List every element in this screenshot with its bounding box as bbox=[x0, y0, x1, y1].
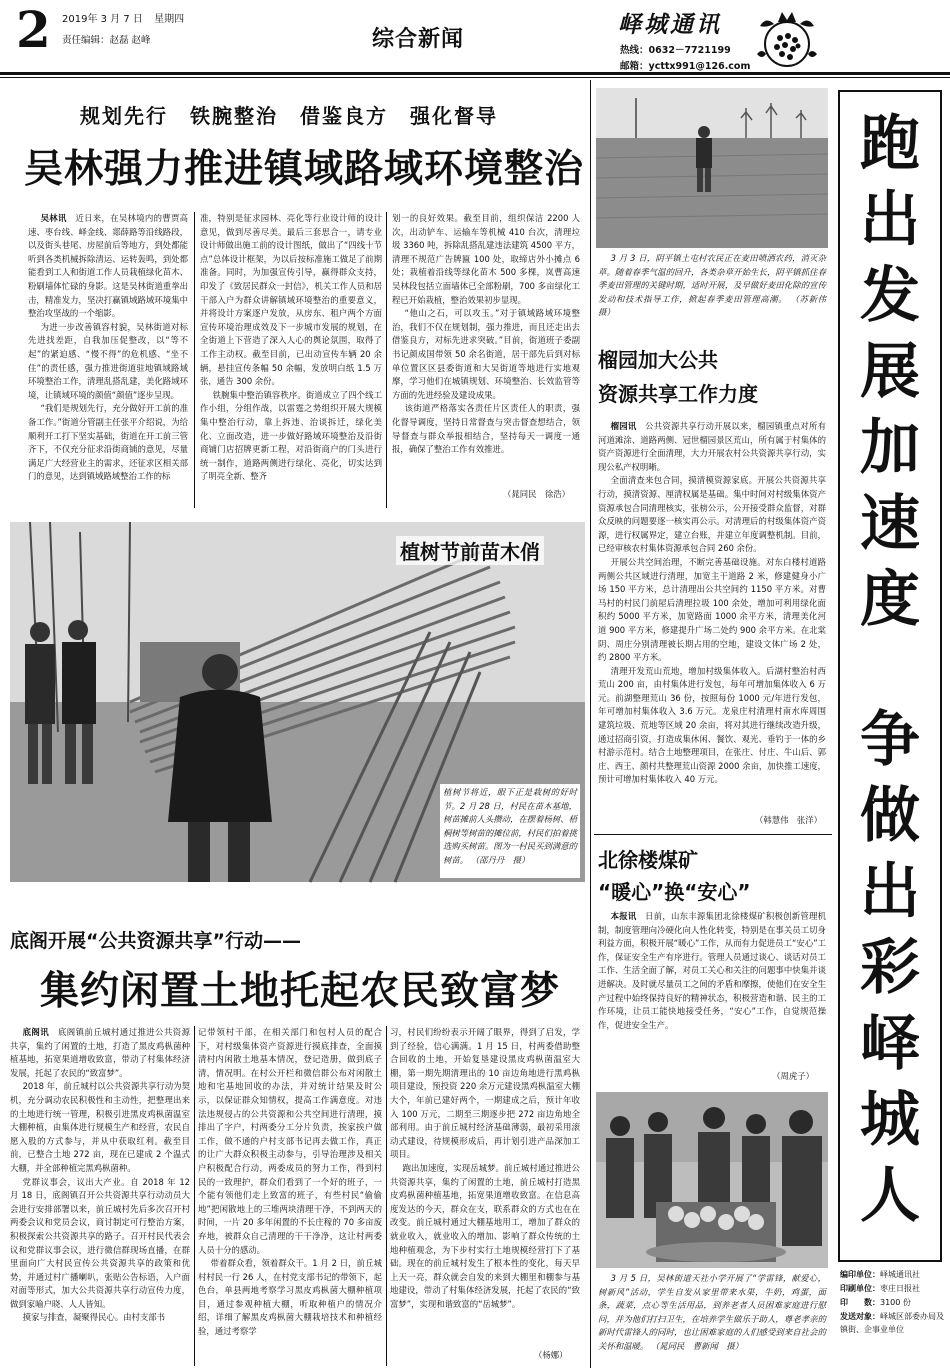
slogan-top: 跑出发展加速度 bbox=[860, 109, 920, 635]
photo-caption-kids bbox=[598, 1272, 826, 1366]
paper-name: 峄城通讯 bbox=[618, 11, 722, 38]
article-credit: （晁同民 徐浩） bbox=[497, 488, 570, 500]
slogan-banner bbox=[838, 90, 942, 1262]
photo-tree-seedlings bbox=[10, 522, 585, 882]
field-photo-drawing bbox=[596, 88, 828, 248]
issue-date bbox=[62, 10, 184, 25]
section-rule bbox=[594, 834, 832, 835]
byline: 榴园讯 bbox=[610, 421, 637, 431]
column-divider bbox=[194, 212, 195, 508]
photo-caption: 植树节将近，眼下正是栽树的好时节。2 月 28 日，村民在苗木基地，树苗摊前人头攒动，在摆着杨树、梧桐树等树苗的摊位前，村民们拍着挑选购买树苗。图为一村民买到满意的树苗。 bbox=[443, 787, 577, 865]
section-title: 综合新闻 bbox=[371, 27, 464, 52]
article-headline-line2: “暖心”换“安心” bbox=[598, 880, 751, 904]
info-row: 印刷单位：枣庄日报社 bbox=[840, 1284, 920, 1293]
info-row: 编印单位：峄城通讯社 bbox=[840, 1270, 920, 1279]
byline: 本报讯 bbox=[610, 911, 637, 921]
pomegranate-logo-icon bbox=[752, 4, 822, 76]
info-row: 印 数：3100 份 bbox=[840, 1298, 911, 1307]
article-liuyuan bbox=[596, 340, 828, 830]
article-headline-line1: 榴园加大公共 bbox=[598, 348, 718, 372]
article-body: 榴园讯 公共资源共享行动开展以来，榴园镇重点对所有河道滩涂、道路两侧、冠世榴园景区荒山，所有属于村集体的资产资源进行全面清理，大力开展农村公共资源共享行动，实现公私产权明晰。 全面清查来包合同，摸清模资源家底。开展公共资源共享行动，摸清资源、厘清权属是基础。集中时间对村级集体资产资源承包合同清理核实，张榜公示，公开接受群众监督，对群众反映的问题要逐一核实再公示。对清理后的村级集体资产资源，进行权属界定，建立台账，并建立年度调整机制。目前，已经审核农村集体资源承包合同 260 余份。 开展公共空间治理，不断完善基础设施。对东白楼村道路两侧公共区域进行清理，加宽主干道路 2 米，修建健身小广场 150 平方米，总计清理出公共空间约 1150 平方米。对曹马村的村民门前屋后清理拉圾 100 余处，增加可利用绿化面积约 5000 平方米，加宽路面 1000 余平方米，清理美化河道 900 平方米，修建提升广场二处约 900 余平方米。在北棠阴、周庄分别清理被长期占用的空地，建设文体广场 2 处，约 2800 平方米。 清理开发荒山荒地，增加村级集体收入。后湖村整治村西荒山 200 亩，由村集体进行发包，每年可增加集体收入 6 万元。前湖整理荒山 36 份，按照每份 1000 元/年进行发包，年可增加村集体收入 3.6 万元。龙泉庄村清理村南水库周围建筑垃圾、荒地等区域 20 余亩，将对其进行继续改造升级，通过招商引资，打造成集休闲、餐饮、观光、垂钓于一体的乡村游示范村。结合土地整理项目，在张庄、付庄、牛山后、郭庄、西王、颜村共整理荒山资源 2000 余亩，加快推工速度，预计可增加村集体收入 40 万元。 bbox=[598, 421, 827, 785]
page-number: 2 bbox=[16, 0, 51, 59]
article-headline: 集约闲置土地托起农民致富梦 bbox=[40, 969, 561, 1014]
article-column-1: 吴林讯 近日来，在吴林境内的曹贾高速、枣台线、峄金线、郯薛路等沿线路段，以及街头巷尾、房屋前后等地方，到处都能听到各类机械拆除清运、运转轰鸣，到处都能看到工人和街道工作人员栽植绿化苗木、粉刷墙体忙碌的身影。这是吴林街道重拳出击，精准发力，坚决打赢镇域路域环境集中整治攻坚战的一个缩影。 为进一步改善镇容村貌，吴林街道对标先进找差距，自我加压促整改，以“等不起”的紧迫感、“慢不得”的危机感、“坐不住”的责任感，强力推进街道驻地镇域路域环境整治工作，清理乱搭乱建，美化路域环境，让镇域环境的颜值“颜值”逐步呈现。 “我们是规划先行，充分做好开工前的准备工作。”街道分管副主任张平介绍说，为给顺利开工打下坚实基础，街道在开工前三管齐下，不仅充分征求沿街商铺的意见，尽量满足广大经营业主的需求，还征求区相关部门的意见，达到镇域路域整治工作的标 bbox=[28, 213, 189, 482]
date-text: 2019年 3 月 7 日 bbox=[62, 14, 143, 25]
article-body: 本报讯 日前，山东丰源集团北徐楼煤矿积极创新管理机制，制度管理向冷硬化向人性化转变，特别是在事关员工切身利益方面，积极开展“暖心”工作，从而有力促进员工“安心”工作，保证安全生产有序进行。管理人员通过谈心、谈话对员工工作、生活全面了解，对员工关心和关注的问题事中快集并谈进解决。及时就尽量员工之间的矛盾和摩擦，使他们在安全生产过程中始终保持良好的精神状态，积极营造和谐、民主的工作环境，让员工能快地接受任务，“安心”工作，自觉规范操作，促进安全生产。 bbox=[598, 911, 827, 1030]
header-rule bbox=[0, 72, 950, 75]
article-column-3: 习，村民们纷纷表示开阔了眼界，得到了启发，学到了经验，信心满满。1 月 15 日，村两委借助整合回收的土地，开始复垦建设黑皮鸡枞菌温室大棚，第一期先期清理出的 10 亩边角地进行黑鸡枞项目建设，预投资 220 余万元建设黑鸡枞温室大棚大个，年前已建好两个，一期建成之后，预计年收入 100 万元，二期至三期逐步把 272 亩边角地全部利用。由于前丘城村经济基础薄弱，最初采用滚动式建设，待规模形成后，再计划引进产品深加工项目。 跑出加速度，实现岳城梦。前丘城村通过推进公共资源共享，集约了闲置的土地，前丘城村打造黑皮鸡枞菌种植基地，拓宽果道增收致富。在信息高度发达的今天，群众在支，联系群众的方式也在在改变。前丘城村通过大棚基地用工，增加了群众的就业收入，就业收入的增加、影响了群众传统的土地种植观念，为下步村实行土地规模经营打下了基础。现在的前丘城村发生了根本性的变化，每天早上天一亮，群众就会自发的来到大棚里和棚参与基地建设，带动了村集体经济发展，托起了农民的“致富梦”，实现和谐致富的“岳城梦”。 bbox=[390, 1027, 580, 1309]
photo-credit: （晁同民 曹新闻 摄） bbox=[650, 1340, 744, 1351]
column-divider bbox=[386, 1026, 387, 1366]
article-headline-line1: 北徐楼煤矿 bbox=[598, 848, 698, 872]
page-header bbox=[0, 0, 950, 80]
photo-credit: （苏新伟 摄） bbox=[598, 293, 835, 317]
article-beixulou bbox=[596, 838, 828, 1088]
column-divider bbox=[386, 212, 387, 508]
kids-photo-drawing bbox=[596, 1092, 828, 1268]
article-credit: （韩慧伟 张洋） bbox=[751, 814, 822, 826]
weekday-text: 星期四 bbox=[154, 14, 185, 25]
email: 邮箱：ycttx991@126.com bbox=[620, 61, 751, 72]
article-credit: （周虎子） bbox=[768, 1070, 814, 1082]
photo-kids-lei-feng bbox=[596, 1092, 828, 1268]
photo-caption: 3 月 3 日，阴平镇土屯村农民正在麦田喷洒农药，消灭杂草。随着春季气温的回升，各类杂草开始生长，阴平镇抓住春季麦田管理的关键时期，适时开展，及早做好麦田化除的宣传发动和技术指导工作，掀起春季麦田管理高潮。 bbox=[598, 253, 826, 304]
article-credit: （杨娜） bbox=[530, 1349, 568, 1361]
photo-caption-box bbox=[440, 784, 580, 878]
info-row: 发送对象：峄城区部委办局及镇街、企事业单位 bbox=[840, 1312, 944, 1334]
article-kicker: 规划先行 铁腕整治 借鉴良方 强化督导 bbox=[80, 104, 498, 128]
article-headline: 吴林强力推进镇域路域环境整治 bbox=[24, 147, 585, 192]
photo-field-spraying bbox=[596, 88, 828, 248]
column-divider bbox=[194, 1026, 195, 1366]
header-rule-thin bbox=[0, 77, 950, 78]
photo-credit: （邵丹丹 摄） bbox=[470, 854, 530, 865]
photo-title: 植树节前苗木俏 bbox=[396, 536, 544, 565]
article-kicker: 底阁开展“公共资源共享”行动—— bbox=[10, 930, 301, 952]
article-headline-line2: 资源共享工作力度 bbox=[598, 382, 758, 406]
article-road-environment bbox=[0, 80, 590, 510]
article-column-1: 底阁讯 底阁镇前丘城村通过推进公共资源共享，集约了闲置的土地，打造了黑皮鸡枞菌种植基地，拓宽果道增收致富，带动了村集体经济发展，托起了农民的“致富梦”。 2018 年，前丘城村以公共资源共享行动为契机，充分调动农民积极性和主动性，把整理出来的土地进行统一管理，积极引进黑皮鸡枞菌温室大棚种植，由集体进行规模生产和经营，农民自愿入股的方式参与，并从中获取红利。截至目前，已整合土地 272 亩，现在已建成 2 个温式大棚，并全部种植完黑鸡枞菌种。 党群议事会，议出大产业。自 2018 年 12 月 18 日，底阁镇召开公共资源共享行动动员大会进行安排部署以来，前丘城村先后多次召开村两委会议和党员会议，商讨制定可行整治方案，积极探索公共资源共享的路子。召开村民代表会议和党群议事会议，进行微信群现场直播，在群里面向广大村民宣传公共资源共享的政策和优势，并通过村广播喇叭，张贴公告标语，入户面对面等形式，加大公共资源共享行动宣传力度，做到家喻户晓、人人皆知。 摸家与排查，凝聚得民心。由村支部书 bbox=[10, 1027, 191, 1323]
slogan-bottom: 争做出彩峄城人 bbox=[860, 705, 920, 1231]
byline: 底阁讯 bbox=[22, 1027, 50, 1037]
article-column-2: 记带领村干部，在相关部门和包村人员的配合下，对村级集体资产资源进行摸底排查，全面摸清村内闲散土地基本情况，登记造册，做到底子清，情况明。在村公开栏和微信群公布对闲散土地和宅基地回收的办法，并对统计结果及时公示，以保证群众知情权，提高工作满意度。对违法违规侵占的公共资源和公共空间进行清理，摸排出了字户，村两委分工分片负责，挨家挨户做工作，做不通的户村支部书记再去做工作，真正的让广大群众积极主动参与，引导治理涉及相关户积极配合行动，两委成员的努力工作，得到村民的一致理护，群众们看到了一个好的班子，一个能有领他们走上致富的班子，有些村民“偷偷地”把闲散地上的三堆两块清理干净，不到两天的时间，一片 20 多年闲置的不长庄稼的 70 多亩废弃地，被群众自己清理的干干净净，这让村两委人员十分的感动。 带着群众看，领着群众干。1 月 2 日，前丘城村村民一行 26 人，在村党支部书记的带领下，起色台，单县两地考察学习黑皮鸡枞菌大棚种植项目，通过参观种植大棚，听取种植户的情况介绍，详细了解黑皮鸡枞菌大棚栽培技术和种植经验，通过考察学 bbox=[198, 1027, 382, 1337]
hotline: 热线：0632－7721199 bbox=[620, 45, 731, 56]
article-idle-land bbox=[0, 890, 590, 1368]
photo-caption-field bbox=[598, 252, 835, 324]
byline: 吴林讯 bbox=[40, 213, 67, 223]
photo-caption: 3 月 5 日，吴林街道天社小学开展了“学雷锋，献爱心，树新风”活动，学生自发从家里带来水果，牛奶，鸡蛋，面条，蔬菜，点心等生活用品，到养老者人员困难家庭进行慰问，并为他们打扫卫生，在培养学生做乐于助人，尊老孝亲的新时代雷锋人的同时，也让困难家庭的人们感受到来自社会的关怀和温暖。 bbox=[598, 1273, 826, 1351]
section-divider bbox=[590, 80, 591, 1368]
article-column-2: 准，特别是征求园林、亮化等行业设计师的设计意见，做到尽善尽美。最后三套思合一，请专业设计师做出施工前的设计图纸，做出了“四线十节点”总体设计框架，为以后按标准施工做足了前期准备。同时，为加强宣传引导，赢得群众支持，印发了《致居民群众一封信》，机关工作人员和居干部入户为群众讲解镇域环境整治的重要意义，并将设计方案逐户发放，从房东、租户两个方面宣传环境治理成效及下一步城市发展的规划，在全街道上下营造了深入人心的舆论氛围，取得了工作主动权。截至目前，已出动宣传车辆 20 余辆，悬挂宣传条幅 50 余幅，发放明白纸 1.5 万张，通告 300 余份。 铁腕集中整治镇容秩序。街道成立了四个线工作小组，分组作战，以雷霆之势组织开展大规模集中整治行动，靠上拆违、治谈拆迁，绿化美化、立面改造，进一步做好路域环境整治及沿街商铺门店招牌更新工程，对沿街商户的门头进行统一制作，道路两侧进行绿化、亮化，切实达到了明亮全新、整齐 bbox=[200, 213, 382, 482]
publication-info bbox=[840, 1268, 946, 1366]
editor-line: 责任编辑：赵磊 赵峰 bbox=[62, 35, 151, 46]
article-column-3: 划一的良好效果。截至目前，组织保洁 2200 人次，出动铲车、运输车等机械 410 台次，清理垃圾 3360 吨，拆除乱搭乱建违法建筑 4500 平方，清理不规范广告牌匾 100 处，取缔店外小摊点 6 处；栽植着沿线等绿化苗木 500 多棵，岚曹高速吴林段包括立面墙体已全部粉刷，700 多亩绿化工程已开始栽植，整治效果初步显现。 “他山之石，可以攻玉。”对于镇域路域环境整治，我们不仅在规划制，强力推进，而且还走出去借鉴良方，对标先进求突破。”目前，街道班子委副书记颜成国带领 50 余名街道，居干部先后到对标单位置区区县委街道和大吴街道等地进行实地观摩，学习他们在城镇规划、环境整治、长效监管等方面的先进经验及建设成果。 该街道严格落实各责任片区责任人的职责，强化督导调度，坚持日常督查与突击督查想结合，领导督查与群众举报相结合，坚持每天一调度一通报，确保了整治工作有效推进。 bbox=[392, 213, 580, 455]
